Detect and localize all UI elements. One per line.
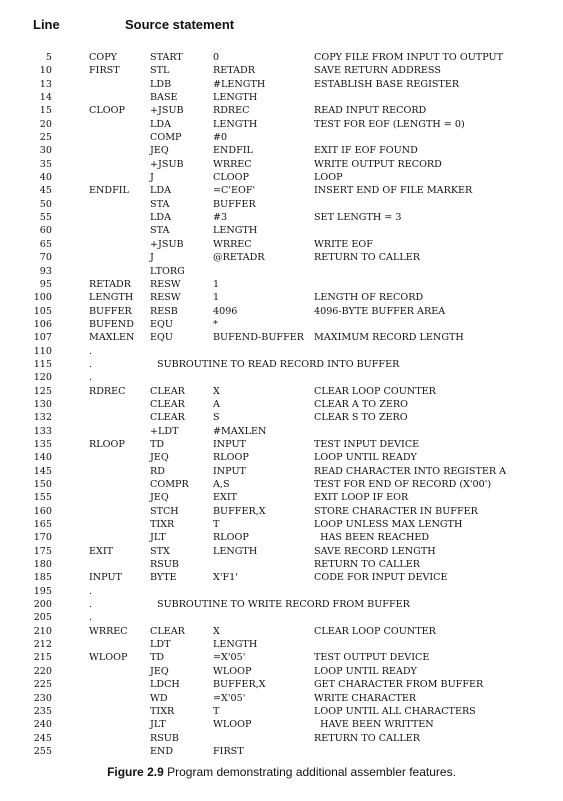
figure-caption-text: Program demonstrating additional assembler features. [167, 765, 456, 779]
comment: HAS BEEN REACHED [314, 532, 430, 544]
listing-row [0, 718, 563, 731]
listing-row [0, 638, 563, 651]
opcode: J [150, 172, 154, 184]
listing-row [0, 251, 563, 264]
line-number: 35 [39, 158, 52, 170]
statement-label: BUFEND [89, 318, 134, 330]
statement-label: RDREC [89, 385, 126, 397]
operand: ENDFIL [213, 145, 253, 157]
line-number: 230 [33, 692, 52, 704]
statement-label: EXIT [89, 545, 114, 557]
opcode: JLT [150, 532, 166, 544]
operand: T [213, 519, 220, 531]
statement-label: CLOOP [89, 105, 125, 117]
opcode: +JSUB [150, 105, 184, 117]
listing-row [0, 291, 563, 304]
opcode: STA [150, 225, 170, 237]
listing-row [0, 118, 563, 131]
listing-row [0, 465, 563, 478]
line-number: 175 [33, 545, 52, 557]
line-number: 212 [33, 639, 52, 651]
comment: 4096-BYTE BUFFER AREA [314, 305, 446, 317]
statement-label: LENGTH [89, 292, 134, 304]
comment: WRITE CHARACTER [314, 692, 417, 704]
listing-row [0, 398, 563, 411]
listing-row [0, 171, 563, 184]
line-number: 200 [33, 599, 52, 611]
line-number: 160 [33, 505, 52, 517]
listing-row [0, 78, 563, 91]
opcode: RESW [150, 278, 181, 290]
opcode: RSUB [150, 559, 179, 571]
line-number: 132 [33, 412, 52, 424]
listing-row [0, 598, 563, 611]
opcode: LTORG [150, 265, 185, 277]
listing-row [0, 665, 563, 678]
line-number: 215 [33, 652, 52, 664]
comment: EXIT LOOP IF EOR [314, 492, 409, 504]
opcode: J [150, 252, 154, 264]
line-number: 150 [33, 479, 52, 490]
opcode: TD [150, 438, 165, 450]
listing-row [0, 91, 563, 104]
statement-label: . [89, 358, 93, 370]
listing-row [0, 158, 563, 171]
listing-row [0, 305, 563, 318]
comment: MAXIMUM RECORD LENGTH [314, 332, 464, 344]
line-number: 235 [33, 705, 52, 717]
statement-label: . [89, 599, 93, 611]
operand: RLOOP [213, 532, 249, 544]
operand: 1 [213, 278, 220, 290]
comment: CLEAR S TO ZERO [314, 412, 408, 424]
operand: LENGTH [213, 225, 258, 237]
line-number: 140 [33, 452, 52, 464]
line-number: 255 [33, 745, 52, 757]
statement-label: ENDFIL [89, 185, 129, 197]
comment: TEST FOR END OF RECORD (X'00') [314, 479, 492, 490]
listing-row [0, 438, 563, 451]
comment: RETURN TO CALLER [314, 252, 420, 264]
operand: =C'EOF' [213, 185, 256, 197]
statement-label: COPY [89, 52, 117, 63]
line-number: 180 [33, 559, 52, 571]
comment-block: SUBROUTINE TO WRITE RECORD FROM BUFFER [157, 599, 410, 611]
opcode: RESB [150, 305, 178, 317]
comment: ESTABLISH BASE REGISTER [314, 78, 460, 90]
operand: X'F1' [213, 572, 238, 584]
listing-row [0, 571, 563, 584]
line-number: 133 [33, 425, 52, 437]
opcode: JLT [150, 719, 166, 731]
opcode: JEQ [150, 145, 169, 157]
line-number: 100 [33, 292, 52, 304]
comment: CLEAR LOOP COUNTER [314, 625, 436, 637]
statement-label: MAXLEN [89, 332, 135, 344]
comment: LENGTH OF RECORD [314, 292, 424, 304]
comment: RETURN TO CALLER [314, 559, 420, 571]
operand: CLOOP [213, 172, 249, 184]
opcode: LDCH [150, 679, 180, 691]
opcode: STCH [150, 505, 179, 517]
listing-row [0, 651, 563, 664]
line-number: 155 [33, 492, 52, 504]
listing-row [0, 358, 563, 371]
statement-label: FIRST [89, 65, 120, 77]
comment: WRITE OUTPUT RECORD [314, 158, 442, 170]
opcode: TIXR [150, 705, 175, 717]
comment: CLEAR LOOP COUNTER [314, 385, 436, 397]
line-number: 145 [33, 465, 52, 477]
line-number: 14 [39, 92, 52, 104]
operand: S [213, 412, 220, 424]
listing-row [0, 51, 563, 64]
statement-label: . [89, 372, 93, 384]
operand: WRREC [213, 158, 252, 170]
opcode: COMPR [150, 479, 189, 490]
comment: LOOP UNLESS MAX LENGTH [314, 519, 463, 531]
listing-row [0, 478, 563, 491]
operand: LENGTH [213, 639, 258, 651]
comment: LOOP UNTIL ALL CHARACTERS [314, 705, 476, 717]
opcode: CLEAR [150, 385, 185, 397]
line-number: 120 [33, 372, 52, 384]
operand: LENGTH [213, 545, 258, 557]
line-number: 65 [39, 238, 52, 250]
opcode: +LDT [150, 425, 179, 437]
line-number: 70 [39, 252, 52, 264]
comment: TEST FOR EOF (LENGTH = 0) [314, 118, 465, 130]
comment: READ INPUT RECORD [314, 105, 427, 117]
opcode: END [150, 745, 174, 757]
statement-label: WRREC [89, 625, 128, 637]
listing-row [0, 131, 563, 144]
listing-header [0, 17, 563, 35]
statement-label: RETADR [89, 278, 131, 290]
opcode: CLEAR [150, 625, 185, 637]
line-number: 40 [39, 172, 52, 184]
figure-number: Figure 2.9 [107, 765, 164, 779]
listing-row [0, 224, 563, 237]
statement-label: BUFFER [89, 305, 132, 317]
operand: FIRST [213, 745, 244, 757]
line-number: 195 [33, 585, 52, 597]
opcode: +JSUB [150, 158, 184, 170]
operand: WLOOP [213, 665, 252, 677]
operand: 0 [213, 52, 220, 63]
listing-row [0, 385, 563, 398]
line-number: 20 [39, 118, 52, 130]
opcode: JEQ [150, 665, 169, 677]
listing-row [0, 732, 563, 745]
operand: #3 [213, 212, 228, 224]
listing-row [0, 345, 563, 358]
listing-row [0, 505, 563, 518]
opcode: WD [150, 692, 168, 704]
comment: SET LENGTH = 3 [314, 212, 402, 224]
line-number: 210 [33, 625, 52, 637]
operand: RETADR [213, 65, 255, 77]
operand: INPUT [213, 438, 246, 450]
line-number: 93 [39, 265, 52, 277]
opcode: CLEAR [150, 398, 185, 410]
operand: WLOOP [213, 719, 252, 731]
figure-caption [0, 765, 563, 779]
statement-label: . [89, 585, 93, 597]
line-number: 60 [39, 225, 52, 237]
listing-row [0, 678, 563, 691]
opcode: JEQ [150, 452, 169, 464]
listing-row [0, 491, 563, 504]
listing-row [0, 184, 563, 197]
line-number: 220 [33, 665, 52, 677]
operand: * [213, 318, 218, 330]
comment: EXIT IF EOF FOUND [314, 145, 418, 157]
listing-row [0, 318, 563, 331]
line-number: 105 [33, 305, 52, 317]
listing-row [0, 585, 563, 598]
opcode: LDB [150, 78, 172, 90]
comment: READ CHARACTER INTO REGISTER A [314, 465, 507, 477]
line-number: 225 [33, 679, 52, 691]
comment: HAVE BEEN WRITTEN [314, 719, 434, 731]
line-number: 95 [39, 278, 52, 290]
comment: SAVE RECORD LENGTH [314, 545, 436, 557]
listing-row [0, 745, 563, 758]
opcode: LDT [150, 639, 171, 651]
statement-label: . [89, 345, 93, 357]
comment: CLEAR A TO ZERO [314, 398, 408, 410]
line-number: 135 [33, 438, 52, 450]
operand: T [213, 705, 220, 717]
operand: RDREC [213, 105, 250, 117]
opcode: STX [150, 545, 170, 557]
line-number: 25 [39, 132, 52, 144]
operand: LENGTH [213, 92, 258, 104]
comment: TEST OUTPUT DEVICE [314, 652, 430, 664]
statement-label: WLOOP [89, 652, 128, 664]
listing-row [0, 558, 563, 571]
comment: GET CHARACTER FROM BUFFER [314, 679, 484, 691]
opcode: START [150, 52, 183, 63]
line-number: 115 [33, 358, 52, 370]
line-number: 130 [33, 398, 52, 410]
operand: 1 [213, 292, 220, 304]
operand: #MAXLEN [213, 425, 267, 437]
listing-row [0, 211, 563, 224]
opcode: TD [150, 652, 165, 664]
opcode: RESW [150, 292, 181, 304]
listing-row [0, 611, 563, 624]
operand: INPUT [213, 465, 246, 477]
listing-row [0, 531, 563, 544]
comment: COPY FILE FROM INPUT TO OUTPUT [314, 52, 503, 63]
opcode: JEQ [150, 492, 169, 504]
comment: SAVE RETURN ADDRESS [314, 65, 441, 77]
listing-row [0, 425, 563, 438]
listing-row [0, 705, 563, 718]
operand: BUFEND-BUFFER [213, 332, 304, 344]
line-number: 205 [33, 612, 52, 624]
opcode: BYTE [150, 572, 177, 584]
listing-row [0, 451, 563, 464]
opcode: BASE [150, 92, 178, 104]
line-number: 55 [39, 212, 52, 224]
operand: A,S [213, 479, 230, 490]
opcode: STL [150, 65, 170, 77]
statement-label: INPUT [89, 572, 122, 584]
statement-label: . [89, 612, 93, 624]
listing-row [0, 331, 563, 344]
opcode: STA [150, 198, 170, 210]
listing-row [0, 144, 563, 157]
operand: BUFFER,X [213, 505, 266, 517]
comment: WRITE EOF [314, 238, 373, 250]
operand: BUFFER [213, 198, 256, 210]
operand: X [213, 625, 220, 637]
line-column-header: Line [33, 17, 60, 32]
opcode: CLEAR [150, 412, 185, 424]
listing-row [0, 104, 563, 117]
listing-row [0, 518, 563, 531]
source-column-header: Source statement [125, 17, 235, 32]
listing-row [0, 625, 563, 638]
line-number: 10 [39, 65, 52, 77]
line-number: 106 [33, 318, 52, 330]
comment: STORE CHARACTER IN BUFFER [314, 505, 478, 517]
line-number: 13 [39, 78, 52, 90]
line-number: 15 [39, 105, 52, 117]
operand: X [213, 385, 220, 397]
operand: BUFFER,X [213, 679, 266, 691]
listing-row [0, 64, 563, 77]
opcode: +JSUB [150, 238, 184, 250]
listing-row [0, 371, 563, 384]
operand: #0 [213, 132, 228, 144]
operand: RLOOP [213, 452, 249, 464]
listing-row [0, 198, 563, 211]
opcode: RD [150, 465, 165, 477]
line-number: 245 [33, 732, 52, 744]
operand: =X'05' [213, 652, 246, 664]
listing-row [0, 411, 563, 424]
operand: EXIT [213, 492, 238, 504]
line-number: 170 [33, 532, 52, 544]
operand: @RETADR [213, 252, 265, 264]
opcode: COMP [150, 132, 182, 144]
operand: WRREC [213, 238, 252, 250]
comment: LOOP UNTIL READY [314, 665, 417, 677]
comment: RETURN TO CALLER [314, 732, 420, 744]
statement-label: RLOOP [89, 438, 125, 450]
opcode: EQU [150, 332, 173, 344]
opcode: LDA [150, 118, 171, 130]
operand: #LENGTH [213, 78, 266, 90]
line-number: 107 [33, 332, 52, 344]
line-number: 30 [39, 145, 52, 157]
line-number: 50 [39, 198, 52, 210]
listing-row [0, 545, 563, 558]
source-listing [0, 51, 563, 758]
line-number: 240 [33, 719, 52, 731]
opcode: RSUB [150, 732, 179, 744]
listing-row [0, 692, 563, 705]
comment: LOOP [314, 172, 343, 184]
comment-block: SUBROUTINE TO READ RECORD INTO BUFFER [157, 358, 400, 370]
line-number: 165 [33, 519, 52, 531]
operand: =X'05' [213, 692, 246, 704]
line-number: 110 [33, 345, 52, 357]
operand: LENGTH [213, 118, 258, 130]
opcode: EQU [150, 318, 173, 330]
operand: A [213, 398, 220, 410]
line-number: 45 [39, 185, 52, 197]
listing-row [0, 265, 563, 278]
line-number: 5 [45, 52, 52, 63]
line-number: 125 [33, 385, 52, 397]
opcode: TIXR [150, 519, 175, 531]
listing-row [0, 238, 563, 251]
operand: 4096 [213, 305, 238, 317]
opcode: LDA [150, 185, 171, 197]
opcode: LDA [150, 212, 171, 224]
comment: INSERT END OF FILE MARKER [314, 185, 473, 197]
comment: TEST INPUT DEVICE [314, 438, 420, 450]
comment: CODE FOR INPUT DEVICE [314, 572, 448, 584]
listing-row [0, 278, 563, 291]
comment: LOOP UNTIL READY [314, 452, 417, 464]
line-number: 185 [33, 572, 52, 584]
